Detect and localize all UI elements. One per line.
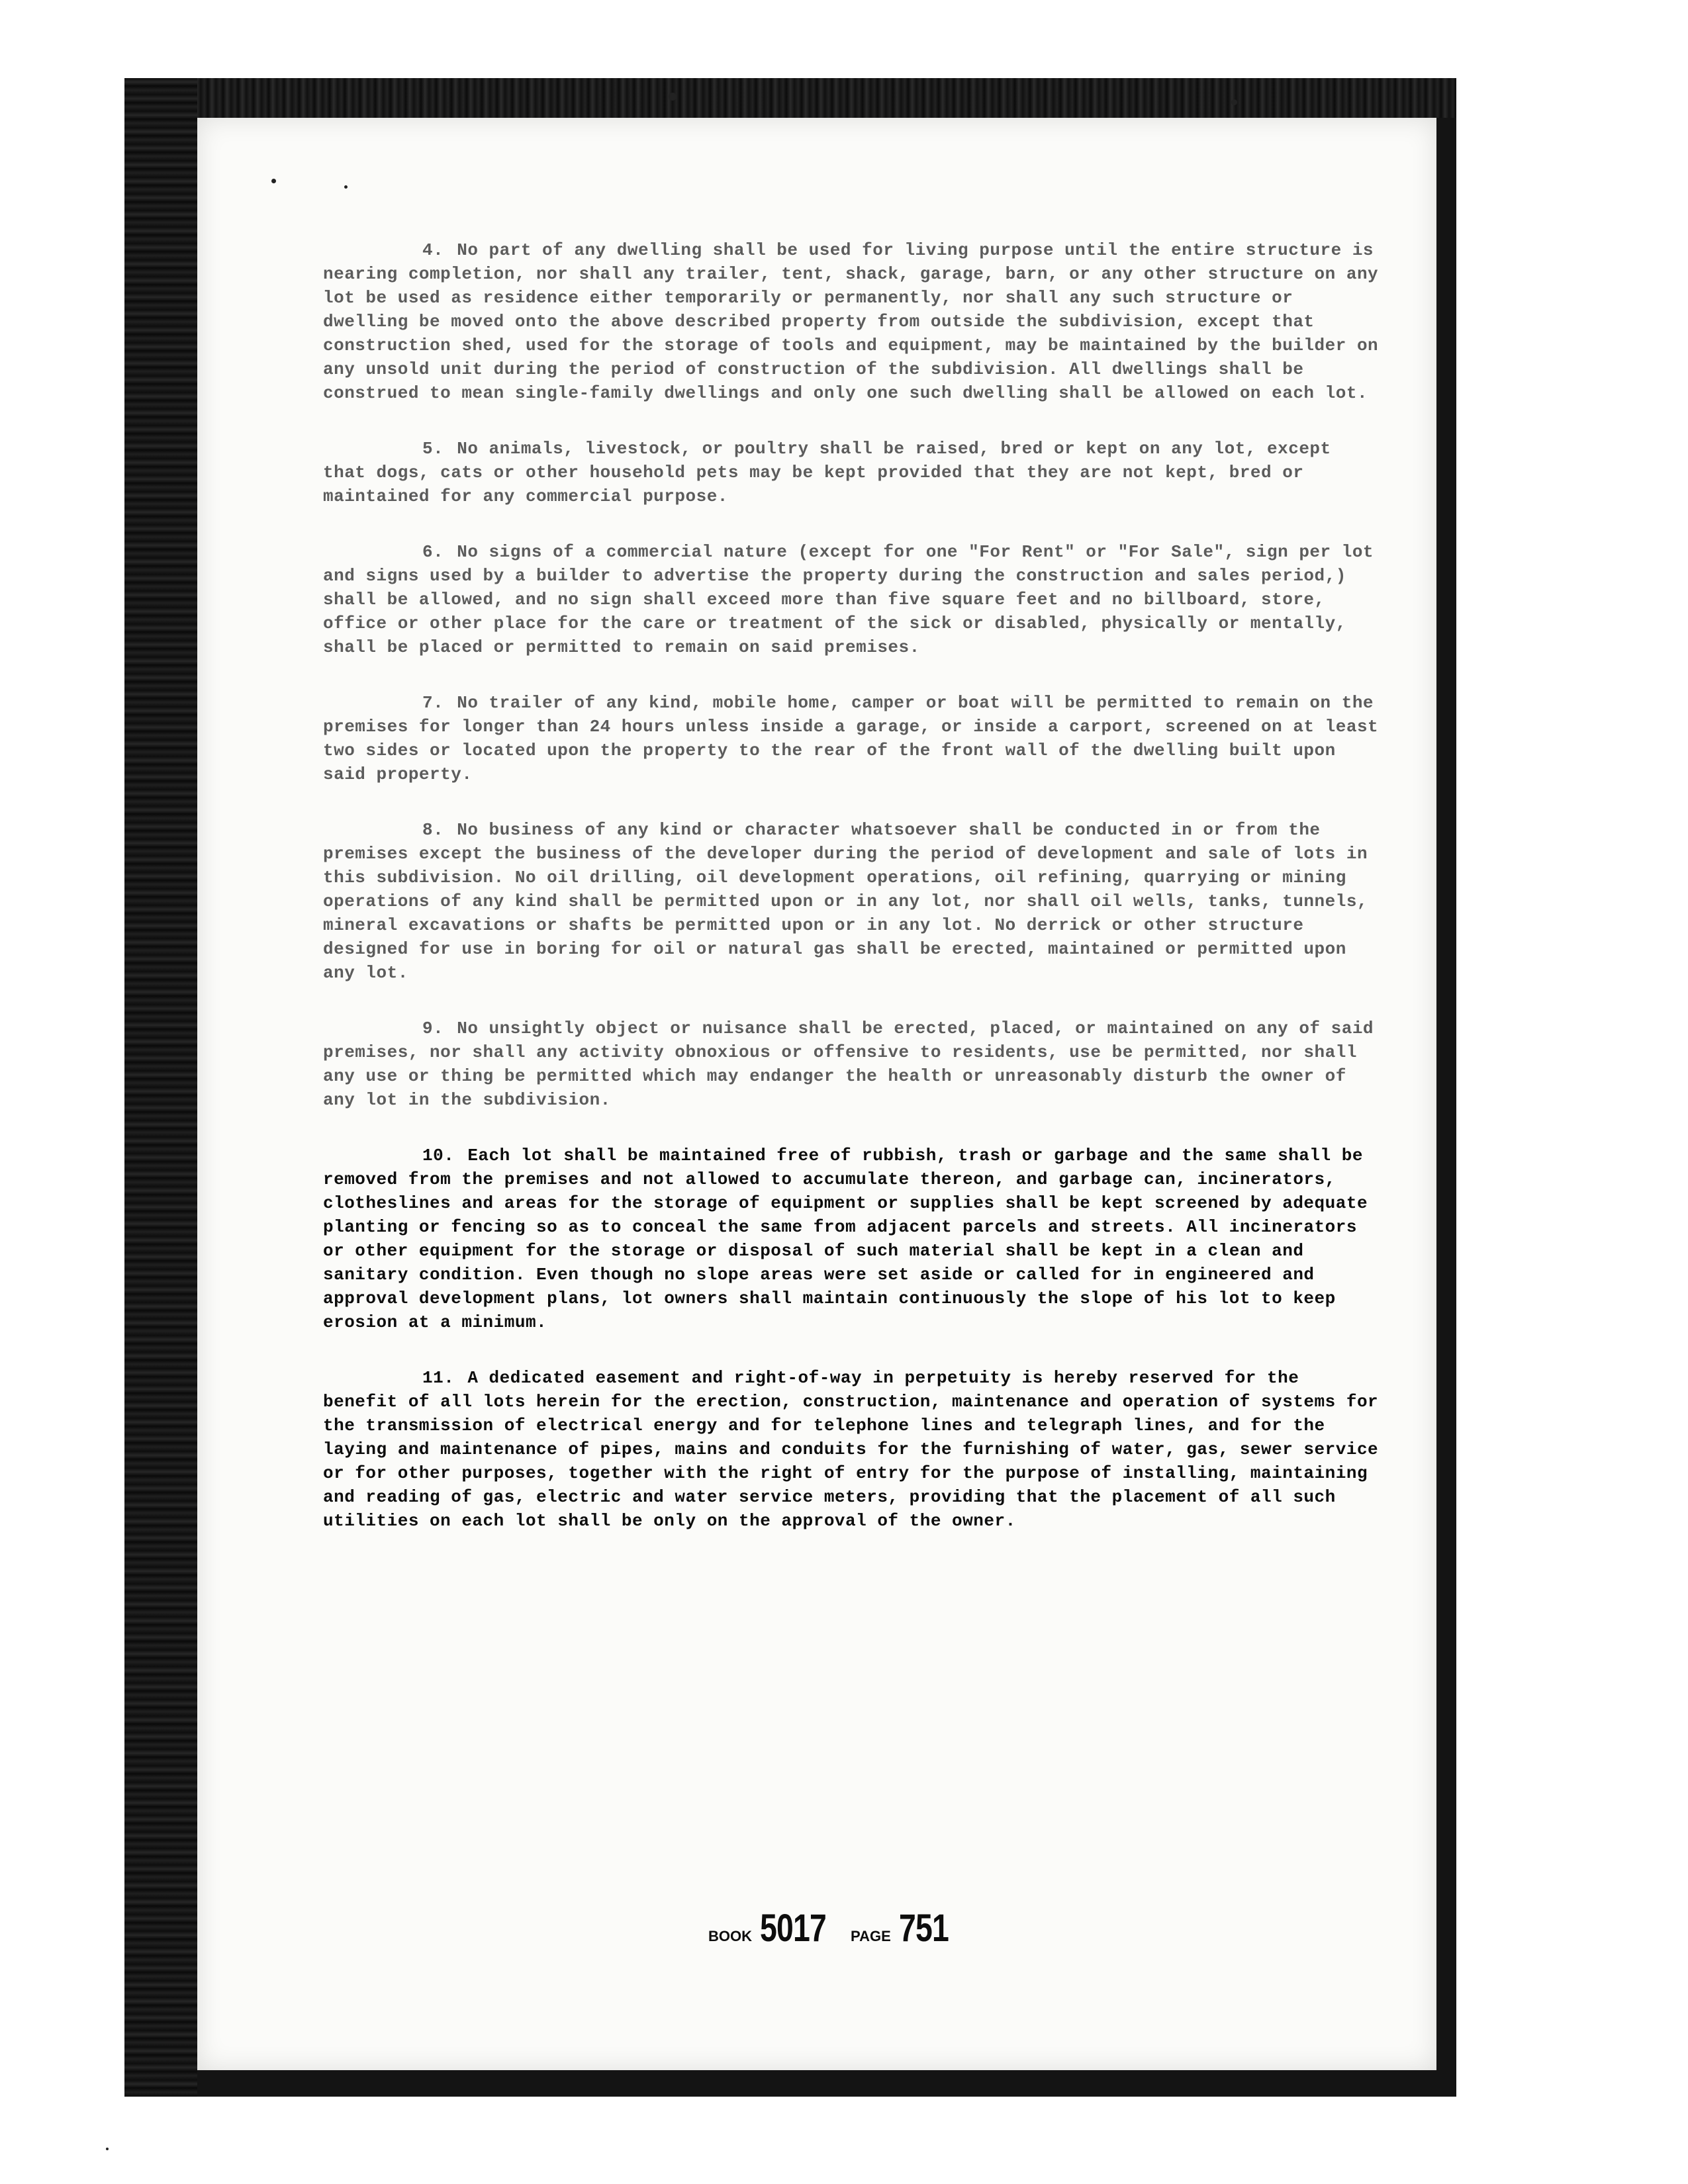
paragraph-number: 7. xyxy=(422,693,444,713)
paragraph-number: 9. xyxy=(422,1019,444,1038)
paragraph-number: 8. xyxy=(422,820,444,840)
paragraph-text: No part of any dwelling shall be used for living purpose until the entire structure is nearing completion, nor shall any trailer, tent, shack, garage, barn, or any other structure on any lot be used as residence either temporarily or permanently, nor shall any such structure or dwelling be moved onto the above described property from outside the subdivision, except that construction shed, used for the storage of tools and equipment, may be maintained by the builder on any unsold unit during the period of construction of the subdivision. All dwellings shall be construed to mean single-family dwellings and only one such dwelling shall be allowed on each lot. xyxy=(323,240,1379,403)
paragraph-number: 10. xyxy=(422,1146,455,1165)
scan-speck xyxy=(271,179,276,183)
paragraph-8 xyxy=(323,818,1382,985)
paragraph-number: 5. xyxy=(422,439,444,459)
paragraph-9 xyxy=(323,1017,1382,1112)
paragraph-6 xyxy=(323,540,1382,659)
document-body xyxy=(323,238,1382,1565)
paragraph-number: 4. xyxy=(422,240,444,260)
scan-noise-left xyxy=(124,78,197,2097)
paragraph-7 xyxy=(323,691,1382,786)
paragraph-11 xyxy=(323,1366,1382,1533)
paragraph-text: No unsightly object or nuisance shall be erected, placed, or maintained on any of said premises, nor shall any activity obnoxious or offensive to residents, use be permitted, nor shall any use or thing be permitted which may endanger the health or unreasonably disturb the owner of any lot in the subdivision. xyxy=(323,1019,1374,1110)
scan-speck xyxy=(1231,99,1237,105)
book-number: 5017 xyxy=(760,1907,827,1950)
paragraph-text: No signs of a commercial nature (except for one "For Rent" or "For Sale", sign per lot and signs used by a builder to advertise the property during the construction and sales period,) shall be allowed, and no sign shall exceed more than five square feet and no billboard, store, office or other place for the care or treatment of the sick or disabled, physically or mentally, shall be placed or permitted to remain on said premises. xyxy=(323,542,1374,657)
paragraph-10 xyxy=(323,1144,1382,1334)
paragraph-text: Each lot shall be maintained free of rubbish, trash or garbage and the same shall be removed from the premises and not allowed to accumulate thereon, and garbage can, incinerators, clotheslines and areas for the storage of equipment or supplies shall be kept screened by adequate planting or fencing so as to conceal the same from adjacent parcels and streets. All incinerators or other equipment for the storage or disposal of such material shall be kept in a clean and sanitary condition. Even though no slope areas were set aside or called for in engineered and approval development plans, lot owners shall maintain continuously the slope of his lot to keep erosion at a minimum. xyxy=(323,1146,1368,1332)
paragraph-5 xyxy=(323,437,1382,508)
paragraph-4 xyxy=(323,238,1382,405)
paragraph-text: A dedicated easement and right-of-way in perpetuity is hereby reserved for the benefit of all lots herein for the erection, construction, maintenance and operation of systems for the transmission of electrical energy and for telephone lines and telegraph lines, and for the laying and maintenance of pipes, mains and conduits for the furnishing of water, gas, sewer service or for other purposes, together with the right of entry for the purpose of installing, maintaining and reading of gas, electric and water service meters, providing that the placement of all such utilities on each lot shall be only on the approval of the owner. xyxy=(323,1368,1379,1531)
paragraph-text: No animals, livestock, or poultry shall be raised, bred or kept on any lot, except that dogs, cats or other household pets may be kept provided that they are not kept, bred or maintained for any commercial purpose. xyxy=(323,439,1331,506)
page-label: PAGE xyxy=(851,1928,891,1944)
scan-speck xyxy=(344,185,348,189)
scan-speck xyxy=(106,2148,109,2150)
paragraph-text: No trailer of any kind, mobile home, camper or boat will be permitted to remain on the premises for longer than 24 hours unless inside a garage, or inside a carport, screened on at least two sides or located upon the property to the rear of the front wall of the dwelling built upon said property. xyxy=(323,693,1379,784)
scan-noise-top xyxy=(124,78,1456,118)
book-page-stamp xyxy=(708,1906,986,1952)
paragraph-number: 11. xyxy=(422,1368,455,1388)
paragraph-text: No business of any kind or character whatsoever shall be conducted in or from the premises except the business of the developer during the period of development and sale of lots in this subdivision. No oil drilling, oil development operations, oil refining, quarrying or mining operations of any kind shall be permitted upon or in any lot, nor shall oil wells, tanks, tunnels, mineral excavations or shafts be permitted upon or in any lot. No derrick or other structure designed for use in boring for oil or natural gas shall be erected, maintained or permitted upon any lot. xyxy=(323,820,1368,983)
book-label: BOOK xyxy=(708,1928,752,1944)
page-number: 751 xyxy=(898,1907,949,1950)
paragraph-number: 6. xyxy=(422,542,444,562)
scan-speck xyxy=(669,93,677,101)
